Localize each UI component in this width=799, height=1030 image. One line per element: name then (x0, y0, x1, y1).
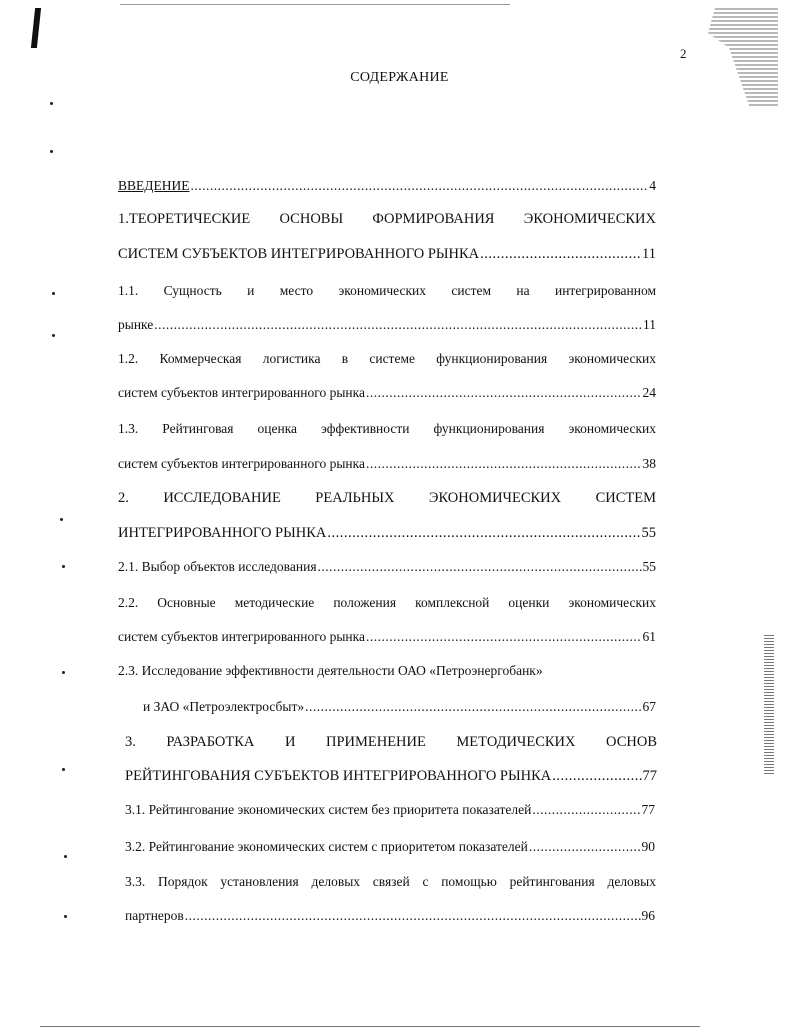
margin-dot (64, 855, 67, 858)
toc-entry-title: 2.1. Выбор объектов исследования (118, 559, 317, 574)
toc-dot-leader (480, 245, 641, 263)
toc-entry-chapter-1-line2 (118, 245, 656, 263)
margin-dot (50, 102, 53, 105)
toc-entry-2-2-line1: 2.2. Основные методические положения комплексной оценки экономических (118, 595, 656, 610)
toc-entry-chapter-2-line1: 2. ИССЛЕДОВАНИЕ РЕАЛЬНЫХ ЭКОНОМИЧЕСКИХ СИСТЕМ (118, 490, 656, 506)
toc-entry-chapter-3-line1: 3. РАЗРАБОТКА И ПРИМЕНЕНИЕ МЕТОДИЧЕСКИХ ОСНОВ (125, 734, 657, 750)
toc-entry-1-3-line1: 1.3. Рейтинговая оценка эффективности функционирования экономических (118, 421, 656, 436)
toc-entry-2-1 (118, 558, 656, 576)
toc-entry-chapter-1-line1: 1.ТЕОРЕТИЧЕСКИЕ ОСНОВЫ ФОРМИРОВАНИЯ ЭКОНОМИЧЕСКИХ (118, 211, 656, 227)
toc-entry-chapter-3-line2 (125, 767, 657, 785)
toc-entry-introduction (118, 177, 656, 195)
toc-entry-title: ИНТЕГРИРОВАННОГО РЫНКА (118, 525, 327, 541)
toc-dot-leader (305, 698, 641, 716)
scan-bottom-line (40, 1026, 700, 1027)
toc-dot-leader (532, 801, 640, 819)
toc-page-number: 24 (642, 385, 656, 400)
scan-top-line (120, 4, 510, 5)
toc-page-number: 77 (642, 768, 657, 784)
toc-entry-1-2-line1: 1.2. Коммерческая логистика в системе функционирования экономических (118, 351, 656, 366)
toc-page-number: 90 (641, 839, 655, 854)
toc-dot-leader (318, 558, 642, 576)
toc-entry-1-2-line2 (118, 384, 656, 402)
toc-page-number: 11 (642, 246, 656, 262)
toc-entry-3-3-line2 (125, 907, 655, 925)
toc-entry-title: рынке (118, 317, 154, 332)
margin-dot (64, 915, 67, 918)
toc-entry-title: партнеров (125, 908, 184, 923)
toc-entry-title: 3.1. Рейтингование экономических систем без приоритета показателей (125, 802, 532, 817)
toc-entry-3-2 (125, 838, 655, 856)
page-title: СОДЕРЖАНИЕ (350, 70, 449, 85)
margin-dot (62, 671, 65, 674)
toc-entry-title: ВВЕДЕНИЕ (118, 178, 190, 193)
scan-edge-right (764, 635, 774, 775)
toc-entry-3-1 (125, 801, 655, 819)
toc-entry-2-2-line2 (118, 628, 656, 646)
scan-edge-top-right (708, 8, 778, 108)
toc-page-number: 61 (642, 629, 656, 644)
toc-entry-2-3-line1: 2.3. Исследование эффективности деятельности ОАО «Петроэнергобанк» (118, 663, 543, 678)
toc-page-number: 55 (642, 559, 656, 574)
toc-entry-1-1-line1: 1.1. Сущность и место экономических систем на интегрированном (118, 283, 656, 298)
toc-page-number: 4 (649, 178, 656, 193)
page-number: 2 (680, 46, 687, 61)
margin-dot (52, 292, 55, 295)
toc-page-number: 96 (641, 908, 655, 923)
toc-dot-leader (327, 524, 640, 542)
toc-entry-3-3-line1: 3.3. Порядок установления деловых связей с помощью рейтингования деловых (125, 874, 656, 889)
toc-dot-leader (366, 384, 642, 402)
margin-dot (62, 768, 65, 771)
toc-entry-chapter-2-line2 (118, 524, 656, 542)
toc-dot-leader (529, 838, 641, 856)
toc-page-number: 38 (642, 456, 656, 471)
toc-entry-title: 3.2. Рейтингование экономических систем с приоритетом показателей (125, 839, 528, 854)
margin-dot (60, 518, 63, 521)
toc-dot-leader (366, 455, 642, 473)
margin-dot (50, 150, 53, 153)
toc-entry-2-3-line2 (143, 698, 656, 716)
scan-mark (31, 8, 41, 48)
margin-dot (52, 334, 55, 337)
toc-entry-title: систем субъектов интегрированного рынка (118, 456, 365, 471)
toc-entry-title: систем субъектов интегрированного рынка (118, 629, 365, 644)
toc-entry-1-3-line2 (118, 455, 656, 473)
toc-entry-title: и ЗАО «Петроэлектросбыт» (143, 699, 305, 714)
toc-dot-leader (552, 767, 641, 785)
toc-dot-leader (154, 316, 642, 334)
toc-dot-leader (366, 628, 642, 646)
toc-entry-title: СИСТЕМ СУБЪЕКТОВ ИНТЕГРИРОВАННОГО РЫНКА (118, 246, 480, 262)
toc-page-number: 11 (643, 317, 656, 332)
toc-page-number: 77 (641, 802, 655, 817)
toc-dot-leader (185, 907, 641, 925)
toc-entry-title: систем субъектов интегрированного рынка (118, 385, 365, 400)
toc-entry-1-1-line2 (118, 316, 656, 334)
toc-page-number: 55 (641, 525, 656, 541)
toc-dot-leader (190, 177, 648, 195)
margin-dot (62, 565, 65, 568)
toc-page-number: 67 (642, 699, 656, 714)
toc-entry-title: РЕЙТИНГОВАНИЯ СУБЪЕКТОВ ИНТЕГРИРОВАННОГО РЫНКА (125, 768, 552, 784)
